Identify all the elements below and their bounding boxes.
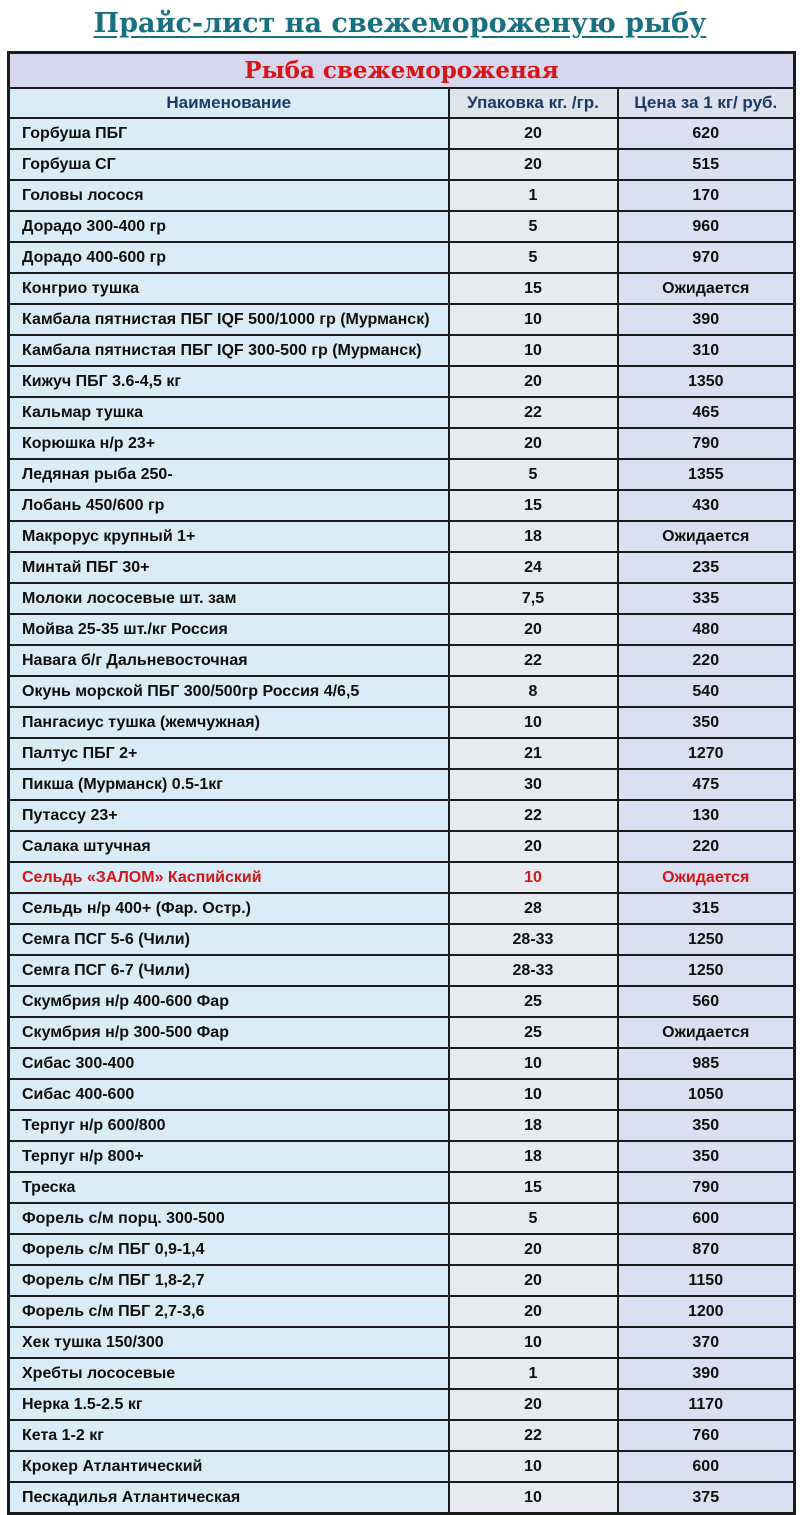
cell-price: 350 xyxy=(618,1141,795,1172)
cell-price: Ожидается xyxy=(618,1017,795,1048)
cell-product-name: Скумбрия н/р 300-500 Фар xyxy=(9,1017,449,1048)
cell-price: 1350 xyxy=(618,366,795,397)
cell-product-name: Головы лосося xyxy=(9,180,449,211)
cell-package: 18 xyxy=(449,1141,618,1172)
cell-package: 30 xyxy=(449,769,618,800)
cell-price: 220 xyxy=(618,645,795,676)
cell-product-name: Сибас 400-600 xyxy=(9,1079,449,1110)
table-row xyxy=(9,1172,795,1203)
table-row xyxy=(9,366,795,397)
cell-price: Ожидается xyxy=(618,521,795,552)
cell-price: 430 xyxy=(618,490,795,521)
cell-package: 5 xyxy=(449,211,618,242)
cell-price: 310 xyxy=(618,335,795,366)
cell-product-name: Хребты лососевые xyxy=(9,1358,449,1389)
cell-package: 5 xyxy=(449,1203,618,1234)
table-row xyxy=(9,1265,795,1296)
table-row xyxy=(9,831,795,862)
table-row xyxy=(9,800,795,831)
table-row xyxy=(9,1141,795,1172)
cell-package: 22 xyxy=(449,800,618,831)
cell-package: 15 xyxy=(449,273,618,304)
table-row xyxy=(9,149,795,180)
table-row xyxy=(9,459,795,490)
table-row xyxy=(9,1234,795,1265)
cell-price: 335 xyxy=(618,583,795,614)
cell-price: 970 xyxy=(618,242,795,273)
cell-product-name: Кижуч ПБГ 3.6-4,5 кг xyxy=(9,366,449,397)
cell-price: 960 xyxy=(618,211,795,242)
cell-product-name: Салака штучная xyxy=(9,831,449,862)
cell-package: 10 xyxy=(449,1451,618,1482)
cell-price: 475 xyxy=(618,769,795,800)
cell-price: 1250 xyxy=(618,924,795,955)
table-row xyxy=(9,986,795,1017)
table-row xyxy=(9,490,795,521)
table-row xyxy=(9,1017,795,1048)
cell-package: 20 xyxy=(449,366,618,397)
table-row xyxy=(9,614,795,645)
table-row xyxy=(9,645,795,676)
cell-product-name: Пескадилья Атлантическая xyxy=(9,1482,449,1514)
cell-product-name: Пикша (Мурманск) 0.5-1кг xyxy=(9,769,449,800)
cell-product-name: Форель с/м ПБГ 2,7-3,6 xyxy=(9,1296,449,1327)
column-header-row xyxy=(9,88,795,118)
cell-product-name: Терпуг н/р 600/800 xyxy=(9,1110,449,1141)
cell-price: 1355 xyxy=(618,459,795,490)
cell-product-name: Крокер Атлантический xyxy=(9,1451,449,1482)
cell-price: 480 xyxy=(618,614,795,645)
cell-package: 10 xyxy=(449,707,618,738)
cell-product-name: Конгрио тушка xyxy=(9,273,449,304)
cell-price: 870 xyxy=(618,1234,795,1265)
cell-package: 18 xyxy=(449,1110,618,1141)
table-row xyxy=(9,1203,795,1234)
table-row xyxy=(9,521,795,552)
table-row xyxy=(9,738,795,769)
table-row xyxy=(9,1420,795,1451)
cell-price: 350 xyxy=(618,707,795,738)
table-row xyxy=(9,1079,795,1110)
cell-package: 22 xyxy=(449,397,618,428)
cell-package: 22 xyxy=(449,1420,618,1451)
table-row xyxy=(9,924,795,955)
cell-price: 1050 xyxy=(618,1079,795,1110)
table-row xyxy=(9,1048,795,1079)
cell-price: 1200 xyxy=(618,1296,795,1327)
cell-product-name: Дорадо 300-400 гр xyxy=(9,211,449,242)
cell-package: 20 xyxy=(449,831,618,862)
cell-package: 10 xyxy=(449,1079,618,1110)
cell-product-name: Нерка 1.5-2.5 кг xyxy=(9,1389,449,1420)
cell-package: 15 xyxy=(449,1172,618,1203)
cell-price: 1170 xyxy=(618,1389,795,1420)
cell-product-name: Навага б/г Дальневосточная xyxy=(9,645,449,676)
cell-price: 600 xyxy=(618,1203,795,1234)
cell-product-name: Кета 1-2 кг xyxy=(9,1420,449,1451)
cell-package: 20 xyxy=(449,1265,618,1296)
table-row xyxy=(9,397,795,428)
cell-price: 600 xyxy=(618,1451,795,1482)
cell-package: 28 xyxy=(449,893,618,924)
cell-package: 24 xyxy=(449,552,618,583)
cell-product-name: Путассу 23+ xyxy=(9,800,449,831)
cell-product-name: Терпуг н/р 800+ xyxy=(9,1141,449,1172)
cell-product-name: Палтус ПБГ 2+ xyxy=(9,738,449,769)
cell-package: 20 xyxy=(449,118,618,149)
cell-product-name: Мойва 25-35 шт./кг Россия xyxy=(9,614,449,645)
cell-product-name: Молоки лососевые шт. зам xyxy=(9,583,449,614)
cell-product-name: Пангасиус тушка (жемчужная) xyxy=(9,707,449,738)
cell-product-name: Корюшка н/р 23+ xyxy=(9,428,449,459)
cell-package: 20 xyxy=(449,1389,618,1420)
table-row xyxy=(9,428,795,459)
cell-price: Ожидается xyxy=(618,273,795,304)
cell-package: 21 xyxy=(449,738,618,769)
column-header-name: Наименование xyxy=(9,88,449,118)
cell-price: 390 xyxy=(618,304,795,335)
cell-product-name: Форель с/м порц. 300-500 xyxy=(9,1203,449,1234)
table-row xyxy=(9,676,795,707)
cell-package: 10 xyxy=(449,304,618,335)
section-header-row xyxy=(9,53,795,89)
table-row xyxy=(9,769,795,800)
cell-product-name: Форель с/м ПБГ 1,8-2,7 xyxy=(9,1265,449,1296)
cell-package: 25 xyxy=(449,986,618,1017)
cell-product-name: Камбала пятнистая ПБГ IQF 300-500 гр (Мурманск) xyxy=(9,335,449,366)
table-row xyxy=(9,1327,795,1358)
table-row xyxy=(9,1389,795,1420)
cell-price: 560 xyxy=(618,986,795,1017)
cell-package: 28-33 xyxy=(449,955,618,986)
cell-price: 540 xyxy=(618,676,795,707)
cell-package: 20 xyxy=(449,1234,618,1265)
cell-package: 25 xyxy=(449,1017,618,1048)
table-row xyxy=(9,1358,795,1389)
cell-product-name: Треска xyxy=(9,1172,449,1203)
cell-product-name: Сельдь н/р 400+ (Фар. Остр.) xyxy=(9,893,449,924)
table-row xyxy=(9,707,795,738)
cell-package: 20 xyxy=(449,614,618,645)
table-row xyxy=(9,211,795,242)
cell-package: 15 xyxy=(449,490,618,521)
cell-product-name: Сельдь «ЗАЛОМ» Каспийский xyxy=(9,862,449,893)
table-row xyxy=(9,304,795,335)
cell-package: 8 xyxy=(449,676,618,707)
cell-product-name: Камбала пятнистая ПБГ IQF 500/1000 гр (Мурманск) xyxy=(9,304,449,335)
cell-price: 790 xyxy=(618,428,795,459)
cell-package: 20 xyxy=(449,149,618,180)
cell-price: 790 xyxy=(618,1172,795,1203)
page-title: Прайс-лист на свежемороженую рыбу xyxy=(93,8,707,39)
table-row xyxy=(9,1110,795,1141)
section-header: Рыба свежемороженая xyxy=(9,53,795,89)
table-row xyxy=(9,1296,795,1327)
table-row xyxy=(9,955,795,986)
cell-price: 235 xyxy=(618,552,795,583)
cell-price: 315 xyxy=(618,893,795,924)
cell-product-name: Кальмар тушка xyxy=(9,397,449,428)
cell-price: 220 xyxy=(618,831,795,862)
table-row xyxy=(9,242,795,273)
cell-price: 1150 xyxy=(618,1265,795,1296)
cell-price: 515 xyxy=(618,149,795,180)
cell-package: 1 xyxy=(449,1358,618,1389)
cell-price: 1250 xyxy=(618,955,795,986)
cell-package: 10 xyxy=(449,1327,618,1358)
cell-price: 130 xyxy=(618,800,795,831)
column-header-package: Упаковка кг. /гр. xyxy=(449,88,618,118)
cell-package: 28-33 xyxy=(449,924,618,955)
cell-price: 760 xyxy=(618,1420,795,1451)
cell-package: 10 xyxy=(449,1048,618,1079)
cell-package: 7,5 xyxy=(449,583,618,614)
cell-product-name: Форель с/м ПБГ 0,9-1,4 xyxy=(9,1234,449,1265)
cell-product-name: Семга ПСГ 5-6 (Чили) xyxy=(9,924,449,955)
cell-price: 350 xyxy=(618,1110,795,1141)
table-body xyxy=(9,118,795,1514)
cell-product-name: Лобань 450/600 гр xyxy=(9,490,449,521)
cell-price: 465 xyxy=(618,397,795,428)
table-row xyxy=(9,273,795,304)
cell-price: 170 xyxy=(618,180,795,211)
table-row xyxy=(9,335,795,366)
cell-package: 20 xyxy=(449,1296,618,1327)
cell-product-name: Горбуша ПБГ xyxy=(9,118,449,149)
cell-package: 5 xyxy=(449,459,618,490)
cell-package: 10 xyxy=(449,862,618,893)
cell-package: 1 xyxy=(449,180,618,211)
cell-product-name: Горбуша СГ xyxy=(9,149,449,180)
cell-package: 5 xyxy=(449,242,618,273)
cell-product-name: Макрорус крупный 1+ xyxy=(9,521,449,552)
table-head xyxy=(9,53,795,119)
table-row xyxy=(9,893,795,924)
cell-product-name: Ледяная рыба 250- xyxy=(9,459,449,490)
cell-price: 620 xyxy=(618,118,795,149)
column-header-price: Цена за 1 кг/ руб. xyxy=(618,88,795,118)
cell-product-name: Дорадо 400-600 гр xyxy=(9,242,449,273)
table-row xyxy=(9,552,795,583)
table-row xyxy=(9,862,795,893)
cell-package: 10 xyxy=(449,335,618,366)
cell-product-name: Сибас 300-400 xyxy=(9,1048,449,1079)
table-row xyxy=(9,118,795,149)
cell-price: 1270 xyxy=(618,738,795,769)
cell-product-name: Скумбрия н/р 400-600 Фар xyxy=(9,986,449,1017)
cell-package: 22 xyxy=(449,645,618,676)
table-row xyxy=(9,583,795,614)
cell-product-name: Минтай ПБГ 30+ xyxy=(9,552,449,583)
cell-package: 20 xyxy=(449,428,618,459)
table-row xyxy=(9,180,795,211)
cell-product-name: Окунь морской ПБГ 300/500гр Россия 4/6,5 xyxy=(9,676,449,707)
price-table xyxy=(7,51,796,1515)
cell-price: 985 xyxy=(618,1048,795,1079)
cell-price: 370 xyxy=(618,1327,795,1358)
cell-product-name: Хек тушка 150/300 xyxy=(9,1327,449,1358)
cell-package: 18 xyxy=(449,521,618,552)
cell-price: Ожидается xyxy=(618,862,795,893)
cell-price: 390 xyxy=(618,1358,795,1389)
cell-price: 375 xyxy=(618,1482,795,1514)
table-row xyxy=(9,1451,795,1482)
cell-package: 10 xyxy=(449,1482,618,1514)
table-row xyxy=(9,1482,795,1514)
cell-product-name: Семга ПСГ 6-7 (Чили) xyxy=(9,955,449,986)
